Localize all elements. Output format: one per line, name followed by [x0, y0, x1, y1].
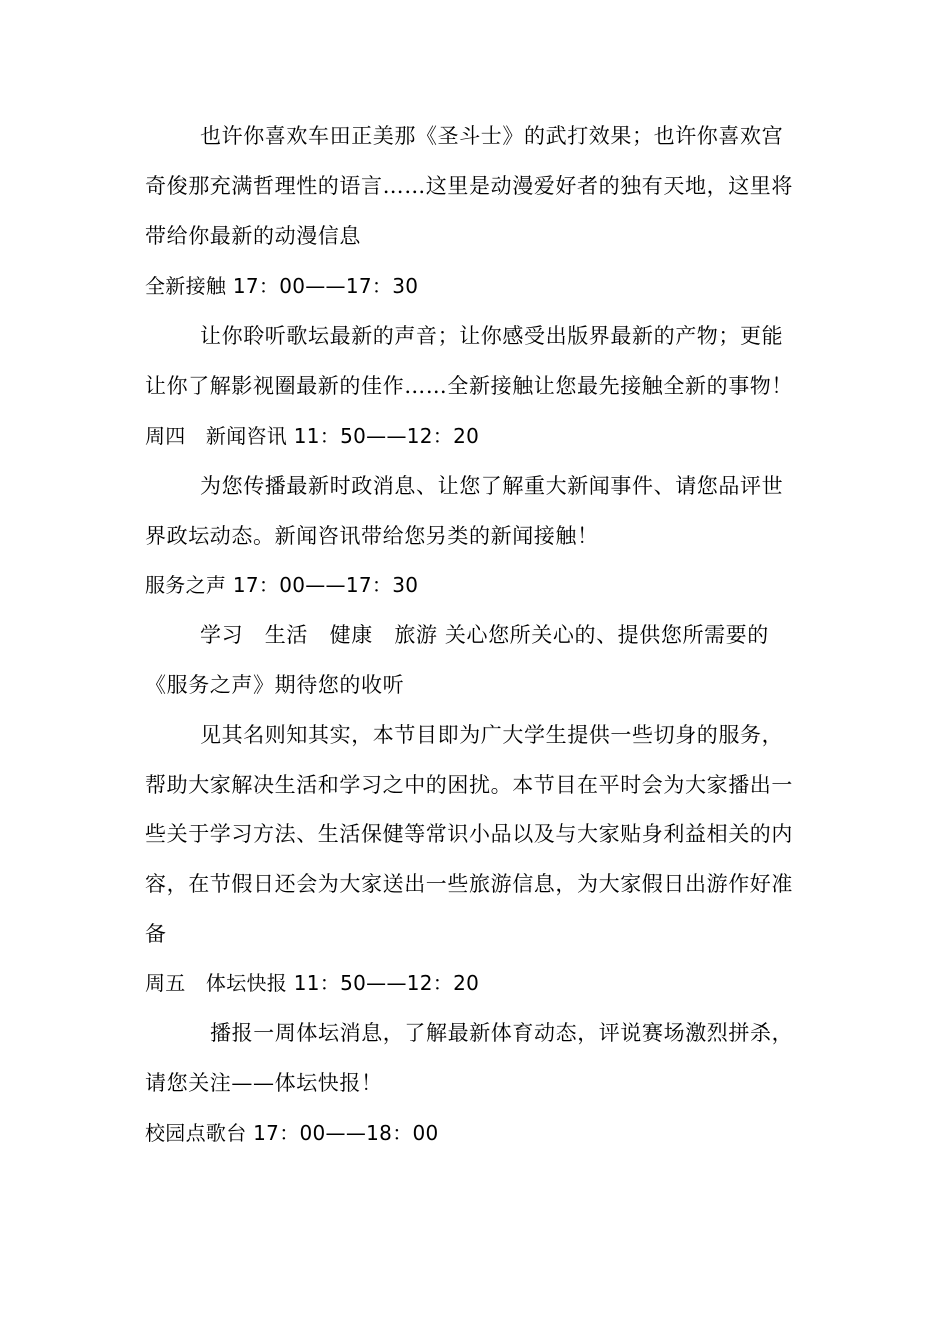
paragraph-line: 帮助大家解决生活和学习之中的困扰。本节目在平时会为大家播出一: [145, 773, 793, 797]
paragraph-line: 见其名则知其实，本节目即为广大学生提供一些切身的服务，: [200, 723, 784, 747]
paragraph-line: 奇俊那充满哲理性的语言……这里是动漫爱好者的独有天地，这里将: [145, 174, 793, 198]
program-heading: 全新接触 17：00——17：30: [145, 274, 419, 298]
paragraph-line: 容，在节假日还会为大家送出一些旅游信息，为大家假日出游作好准: [145, 872, 793, 896]
paragraph-line: 些关于学习方法、生活保健等常识小品以及与大家贴身利益相关的内: [145, 822, 793, 846]
paragraph-line: 为您传播最新时政消息、让您了解重大新闻事件、请您品评世: [200, 474, 784, 498]
paragraph-line: 让你了解影视圈最新的佳作……全新接触让您最先接触全新的事物！: [145, 374, 793, 398]
paragraph-line: 带给你最新的动漫信息: [145, 224, 361, 248]
program-heading: 周四 新闻咨讯 11：50——12：20: [145, 424, 480, 448]
paragraph-line: 备: [145, 922, 167, 946]
paragraph-line: 也许你喜欢车田正美那《圣斗士》的武打效果；也许你喜欢宫: [200, 124, 784, 148]
program-heading: 服务之声 17：00——17：30: [145, 573, 419, 597]
program-heading: 周五 体坛快报 11：50——12：20: [145, 971, 480, 995]
paragraph-line: 界政坛动态。新闻咨讯带给您另类的新闻接触！: [145, 524, 599, 548]
paragraph-line: 播报一周体坛消息，了解最新体育动态，评说赛场激烈拼杀，: [210, 1021, 794, 1045]
paragraph-line: 让你聆听歌坛最新的声音；让你感受出版界最新的产物；更能: [200, 324, 784, 348]
paragraph-line: 请您关注——体坛快报！: [145, 1071, 383, 1095]
paragraph-line: 《服务之声》期待您的收听: [145, 673, 405, 697]
paragraph-line: 学习 生活 健康 旅游 关心您所关心的、提供您所需要的: [200, 623, 769, 647]
program-heading: 校园点歌台 17：00——18：00: [145, 1121, 439, 1145]
